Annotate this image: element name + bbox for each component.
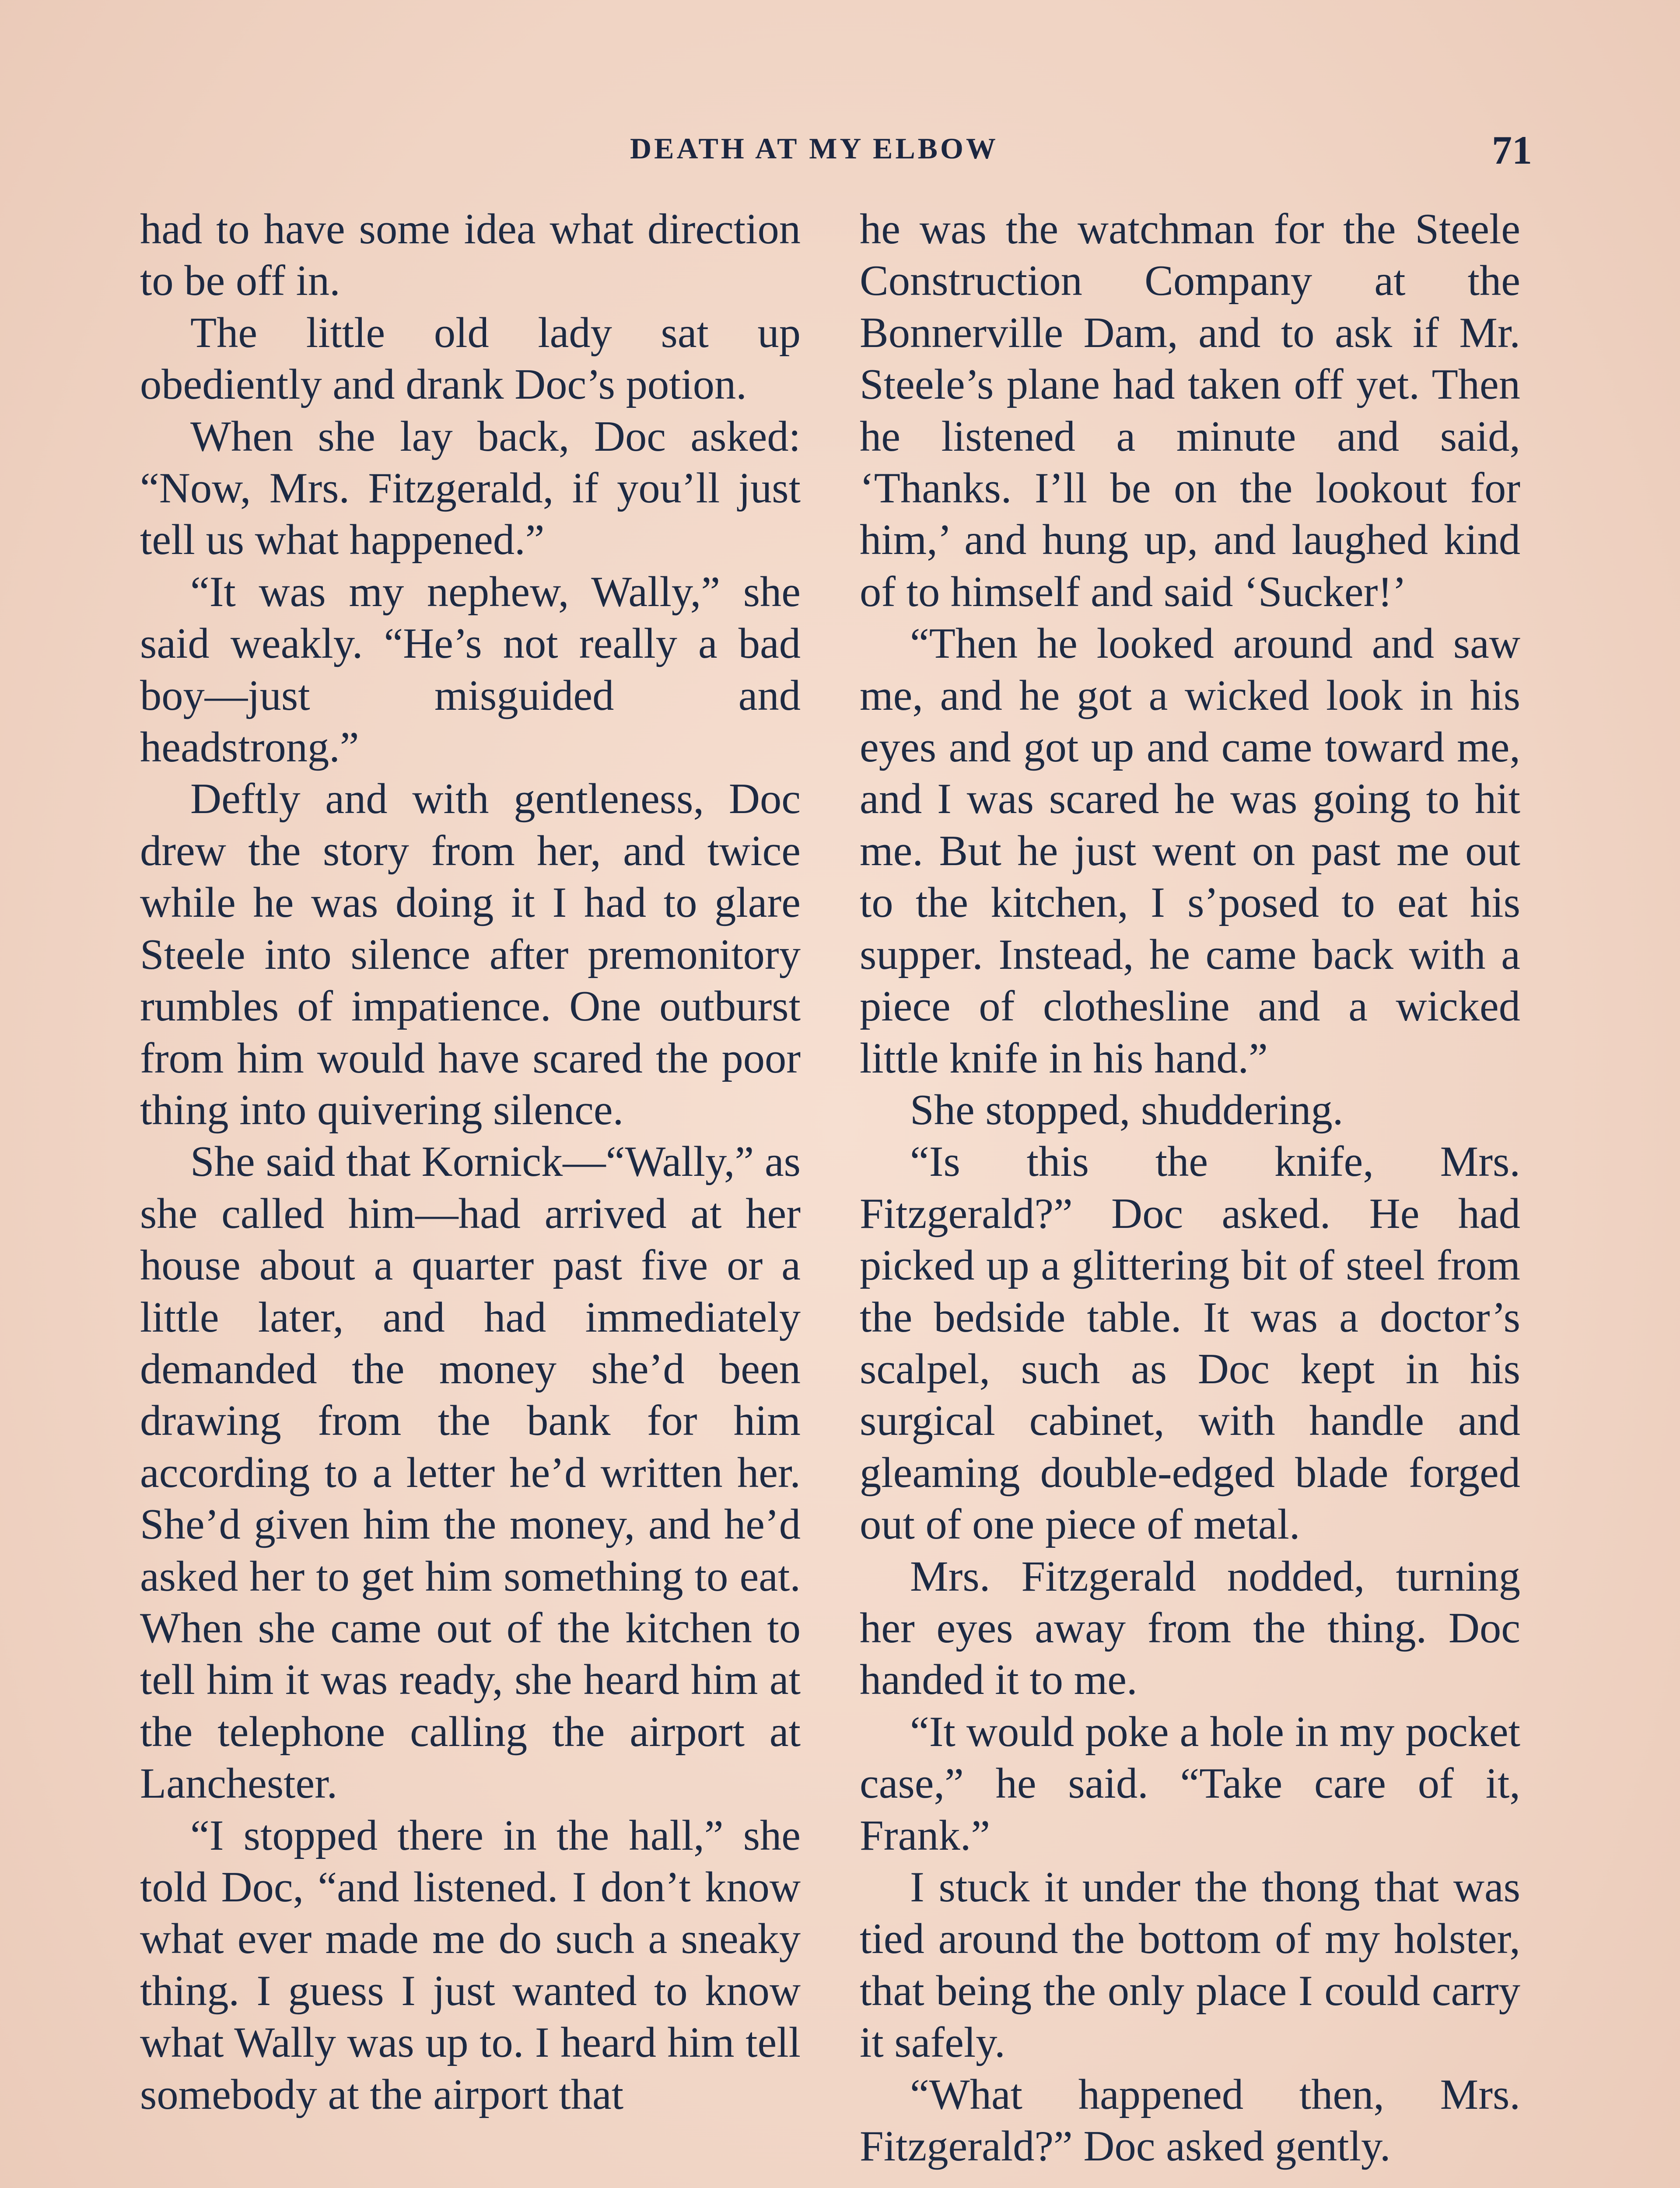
paragraph: She stopped, shuddering. [910, 1086, 1344, 1134]
paragraph: The little old lady sat up obediently and drank Doc’s potion. [140, 309, 801, 409]
paragraph: Deftly and with gentleness, Doc drew the story from her, and twice while he was doing it I had to glare Steele into silence after premonitory rumbles of impatience. One outburst from him would have scared the poor thing into quivering silence. [140, 775, 801, 1134]
left-column [140, 203, 801, 2121]
paragraph: “What happened then, Mrs. Fitzgerald?” Doc asked gently. [860, 2070, 1520, 2170]
paragraph: “I stopped there in the hall,” she told Doc, “and listened. I don’t know what ever made me do such a sneaky thing. I guess I just wanted to know what Wally was up to. I heard him tell somebody at the airport that [140, 1811, 801, 2118]
paragraph: I stuck it under the thong that was tied around the bottom of my holster, that being the only place I could carry it safely. [860, 1863, 1520, 2067]
paragraph: “Is this the knife, Mrs. Fitzgerald?” Doc asked. He had picked up a glittering bit of steel from the bedside table. It was a doctor’s scalpel, such as Doc kept in his surgical cabinet, with handle and gleaming double-edged blade forged out of one piece of metal. [860, 1138, 1520, 1549]
paragraph: When she lay back, Doc asked: “Now, Mrs. Fitzgerald, if you’ll just tell us what happened.” [140, 412, 801, 564]
paragraph: Mrs. Fitzgerald nodded, turning her eyes away from the thing. Doc handed it to me. [860, 1552, 1520, 1704]
paragraph: “It was my nephew, Wally,” she said weakly. “He’s not really a bad boy—just misguided and headstrong.” [140, 568, 801, 771]
right-column [860, 203, 1520, 2172]
page-number: 71 [1492, 128, 1532, 172]
page-header [0, 127, 1680, 179]
paragraph: he was the watchman for the Steele Construction Company at the Bonnerville Dam, and to ask if Mr. Steele’s plane had taken off yet. Then he listened a minute and said, ‘Thanks. I’ll be on the lookout for him,’ and hung up, and laughed kind of to himself and said ‘Sucker!’ [860, 205, 1520, 616]
paragraph: She said that Kornick—“Wally,” as she called him—had arrived at her house about a quarter past five or a little later, and had immediately demanded the money she’d been drawing from the bank for him according to a letter he’d written her. She’d given him the money, and he’d asked her to get him something to eat. When she came out of the kitchen to tell him it was ready, she heard him at the telephone calling the airport at Lanchester. [140, 1138, 801, 1808]
running-head: DEATH AT MY ELBOW [630, 132, 998, 165]
paragraph: had to have some idea what direction to be off in. [140, 205, 801, 305]
paragraph: “It would poke a hole in my pocket case,” he said. “Take care of it, Frank.” [860, 1708, 1520, 1859]
paragraph: “Then he looked around and saw me, and he got a wicked look in his eyes and got up and came toward me, and I was scared he was going to hit me. But he just went on past me out to the kitchen, I s’posed to eat his supper. Instead, he came back with a piece of clothesline and a wicked little knife in his hand.” [860, 620, 1520, 1082]
